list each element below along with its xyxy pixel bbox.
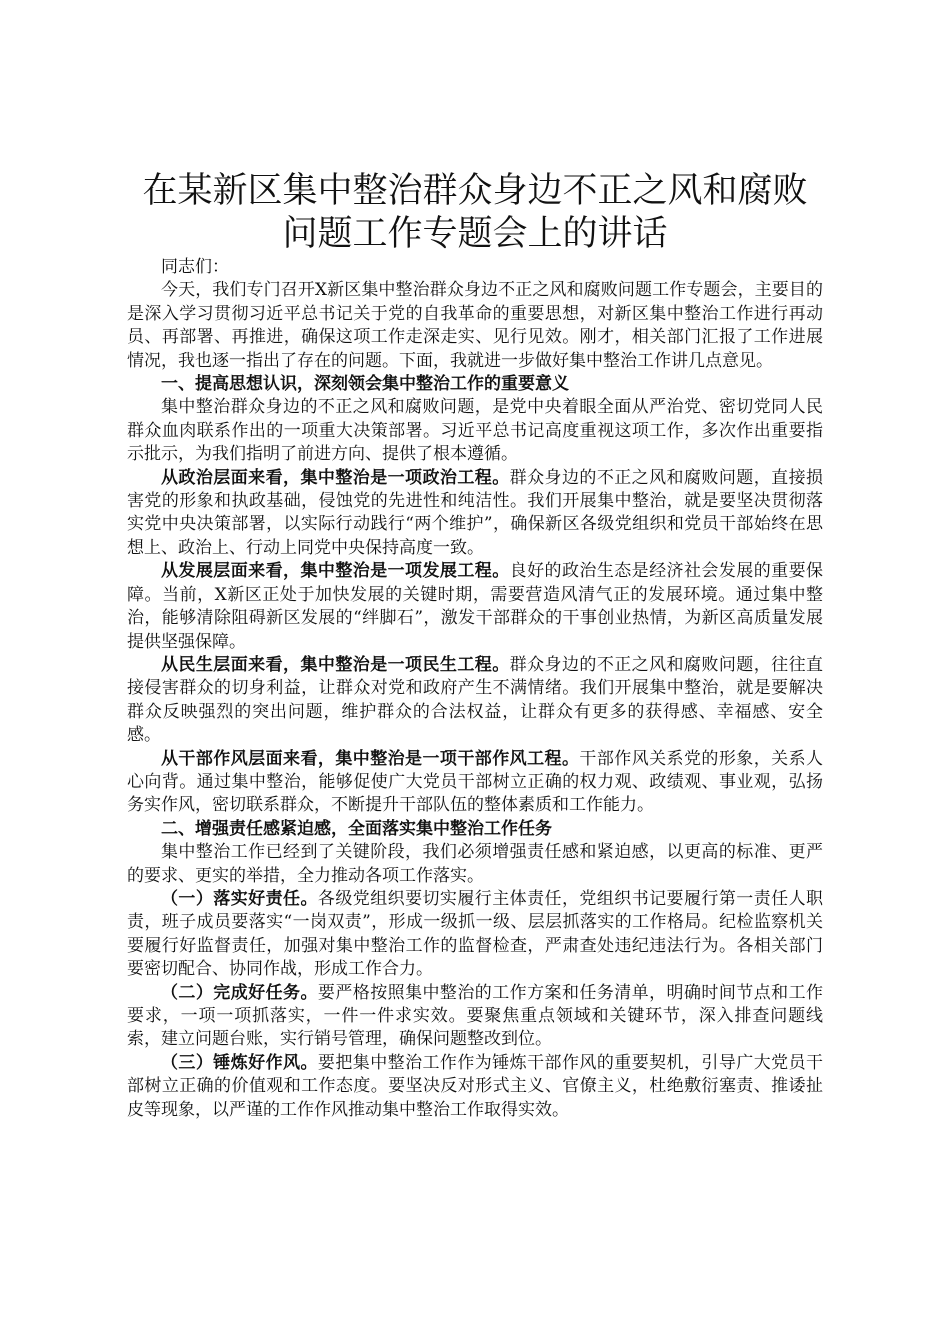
paragraph-lead: （一）落实好责任。 [161,888,318,909]
paragraph-lead: 从民生层面来看，集中整治是一项民生工程。 [161,654,510,675]
section-1-paragraph-livelihood [127,654,823,748]
paragraph-text: 要严格按照集中整治的工作方案和任务清单，明确时间节点和工作要求，一项一项抓落实，一件一件求实效。要聚焦重点领域和关键环节，深入排查问题线索，建立问题台账，实行销号管理，确保问题整改到位。 [127,982,824,1050]
section-2-intro: 集中整治工作已经到了关键阶段，我们必须增强责任感和紧迫感，以更高的标准、更严的要求、更实的举措，全力推动各项工作落实。 [127,842,823,886]
section-2-heading: 二、增强责任感紧迫感，全面落实集中整治工作任务 [161,818,552,839]
section-2-item-responsibility [127,888,823,982]
paragraph-text: 干部作风关系党的形象，关系人心向背。通过集中整治，能够促使广大党员干部树立正确的权力观、政绩观、事业观，弘扬务实作风，密切联系群众，不断提升干部队伍的整体素质和工作能力。 [127,748,824,816]
paragraph-text: 良好的政治生态是经济社会发展的重要保障。当前，X新区正处于加快发展的关键时期，需要营造风清气正的发展环境。通过集中整治，能够清除阻碍新区发展的“绊脚石”，激发干部群众的干事创业热情，为新区高质量发展提供坚强保障。 [127,561,824,652]
paragraph-lead: （三）锤炼好作风。 [161,1052,318,1073]
section-2-item-tasks [127,982,823,1052]
section-2-item-style [127,1052,823,1122]
paragraph-text: 各级党组织要切实履行主体责任，党组织书记要履行第一责任人职责，班子成员要落实“一岗双责”，形成一级抓一级、层层抓落实的工作格局。纪检监察机关要履行好监督责任，加强对集中整治工作的监督检查，严肃查处违纪违法行为。各相关部门要密切配合、协同作战，形成工作合力。 [127,888,824,980]
section-1-paragraph-style [127,748,823,818]
paragraph-lead: 从发展层面来看，集中整治是一项发展工程。 [161,561,510,582]
document-title: 在某新区集中整治群众身边不正之风和腐败问题工作专题会上的讲话 [142,171,808,254]
paragraph-text: 群众身边的不正之风和腐败问题，直接损害党的形象和执政基础，侵蚀党的先进性和纯洁性。我们开展集中整治，就是要坚决贯彻落实党中央决策部署，以实际行动践行“两个维护”，确保新区各级党组织和党员干部始终在思想上、政治上、行动上同党中央保持高度一致。 [127,467,824,558]
paragraph-text: 要把集中整治工作作为锤炼干部作风的重要契机，引导广大党员干部树立正确的价值观和工作态度。要坚决反对形式主义、官僚主义，杜绝敷衍塞责、推诿扯皮等现象，以严谨的工作作风推动集中整治工作取得实效。 [127,1052,824,1120]
intro-paragraph: 今天，我们专门召开X新区集中整治群众身边不正之风和腐败问题工作专题会，主要目的是深入学习贯彻习近平总书记关于党的自我革命的重要思想，对新区集中整治工作进行再动员、再部署、再推进，确保这项工作走深走实、见行见效。刚才，相关部门汇报了工作进展情况，我也逐一指出了存在的问题。下面，我就进一步做好集中整治工作讲几点意见。 [127,280,823,371]
document-body [127,256,823,1122]
paragraph-lead: 从政治层面来看，集中整治是一项政治工程。 [161,467,510,488]
paragraph-text: 群众身边的不正之风和腐败问题，往往直接侵害群众的切身利益，让群众对党和政府产生不满情绪。我们开展集中整治，就是要解决群众反映强烈的突出问题，维护群众的合法权益，让群众有更多的获得感、幸福感、安全感。 [127,654,824,746]
section-1-intro: 集中整治群众身边的不正之风和腐败问题，是党中央着眼全面从严治党、密切党同人民群众血肉联系作出的一项重大决策部署。习近平总书记高度重视这项工作，多次作出重要指示批示，为我们指明了前进方向、提供了根本遵循。 [127,397,823,465]
salutation: 同志们： [161,257,229,277]
section-1-paragraph-development [127,560,823,654]
document-page [127,170,823,1122]
paragraph-lead: （二）完成好任务。 [161,982,318,1003]
section-1-paragraph-political [127,467,823,561]
paragraph-lead: 从干部作风层面来看，集中整治是一项干部作风工程。 [161,748,580,769]
section-1-heading: 一、提高思想认识，深刻领会集中整治工作的重要意义 [161,374,569,395]
